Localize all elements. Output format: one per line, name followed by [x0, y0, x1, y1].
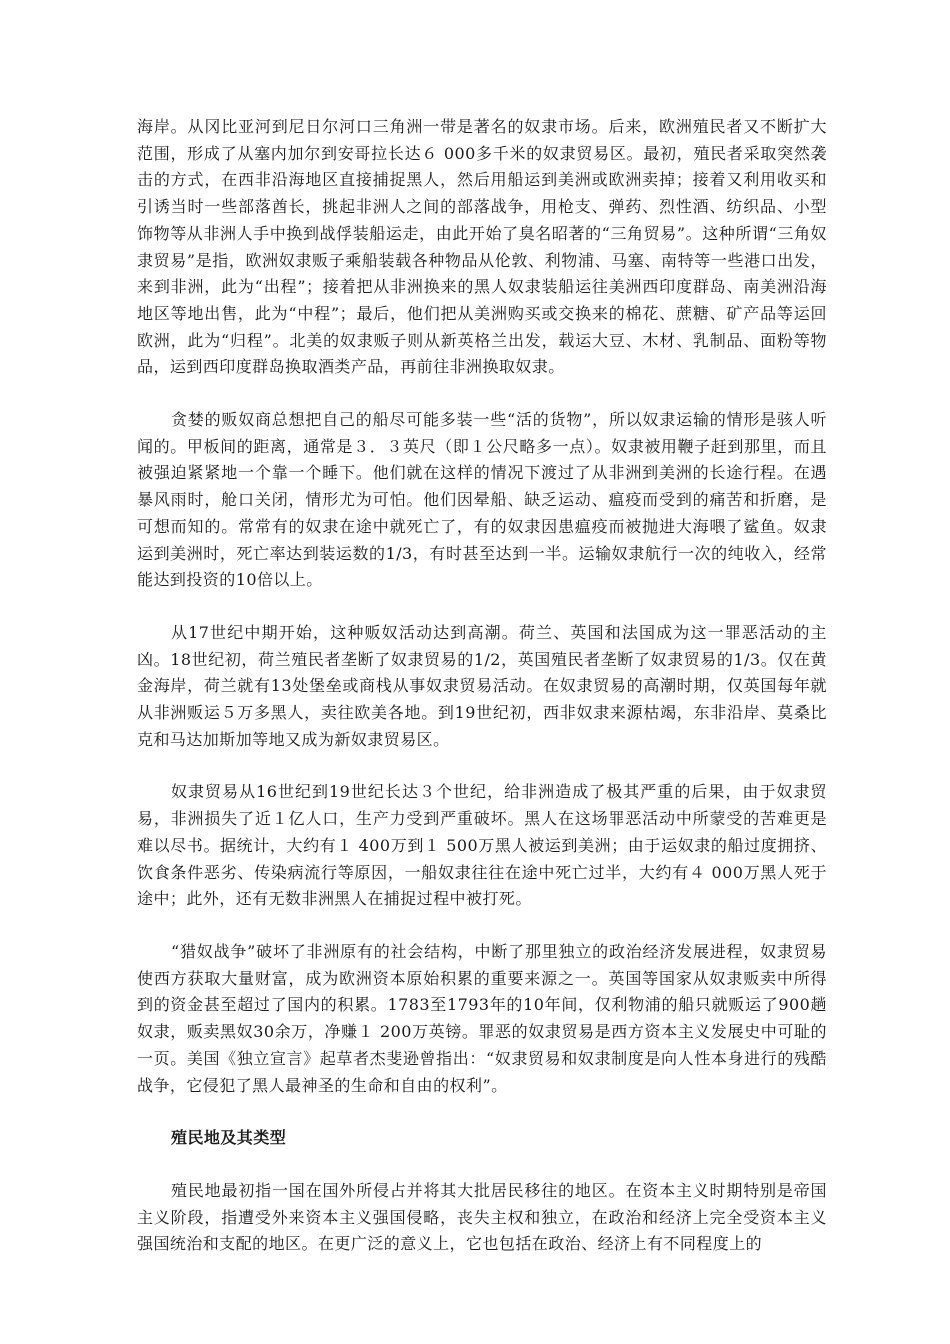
- paragraph-slave-transport: 贪婪的贩奴商总想把自己的船尽可能多装一些“活的货物”，所以奴隶运输的情形是骇人听闻的。甲板间的距离，通常是３．３英尺（即１公尺略多一点）。奴隶被用鞭子赶到那里，而且被强迫紧紧地一个靠一个睡下。他们就在这样的情况下渡过了从非洲到美洲的长途行程。在遇暴风雨时，舱口关闭，情形尤为可怕。他们因晕船、缺乏运动、瘟疫而受到的痛苦和折磨，是可想而知的。常常有的奴隶在途中就死亡了，有的奴隶因患瘟疫而被抛进大海喂了鲨鱼。奴隶运到美洲时，死亡率达到装运数的1/3，有时甚至达到一半。运输奴隶航行一次的纯收入，经常能达到投资的10倍以上。: [137, 410, 827, 590]
- paragraph-slave-trade-peak: 从17世纪中期开始，这种贩奴活动达到高潮。荷兰、英国和法国成为这一罪恶活动的主凶。18世纪初，荷兰殖民者垄断了奴隶贸易的1/2，英国殖民者垄断了奴隶贸易的1/3。仅在黄金海岸，荷兰就有13处堡垒或商栈从事奴隶贸易活动。在奴隶贸易的高潮时期，仅英国每年就从非洲贩运５万多黑人，卖往欧美各地。到19世纪初，西非奴隶来源枯竭，东非沿岸、莫桑比克和马达加斯加等地又成为新奴隶贸易区。: [137, 622, 827, 749]
- section-heading: 殖民地及其类型: [171, 1128, 287, 1148]
- paragraph-slave-hunting-war: “猎奴战争”破坏了非洲原有的社会结构，中断了那里独立的政治经济发展进程，奴隶贸易使西方获取大量财富，成为欧洲资本原始积累的重要来源之一。英国等国家从奴隶贩卖中所得到的资金甚至超过了国内的积累。1783至1793年的10年间，仅利物浦的船只就贩运了900趟奴隶，贩卖黑奴30余万，净赚１ 200万英镑。罪恶的奴隶贸易是西方资本主义发展史中可耻的一页。美国《独立宣言》起草者杰斐逊曾指出：“奴隶贸易和奴隶制度是向人性本身进行的残酷战争，它侵犯了黑人最神圣的生命和自由的权利”。: [137, 941, 827, 1095]
- paragraph-consequences: 奴隶贸易从16世纪到19世纪长达３个世纪，给非洲造成了极其严重的后果，由于奴隶贸易，非洲损失了近１亿人口，生产力受到严重破坏。黑人在这场罪恶活动中所蒙受的苦难更是难以尽书。据统计，大约有１ 400万到１ 500万黑人被运到美洲；由于运奴隶的船过度拥挤、饮食条件恶劣、传染病流行等原因，一船奴隶往往在途中死亡过半，大约有４ 000万黑人死于途中；此外，还有无数非洲黑人在捕捉过程中被打死。: [137, 782, 827, 909]
- paragraph-colony-definition: 殖民地最初指一国在国外所侵占并将其大批居民移往的地区。在资本主义时期特别是帝国主义阶段，指遭受外来资本主义强国侵略，丧失主权和独立，在政治和经济上完全受资本主义强国统治和支配的地区。在更广泛的意义上，它也包括在政治、经济上有不同程度上的: [137, 1180, 827, 1254]
- paragraph-triangle-trade: 海岸。从冈比亚河到尼日尔河口三角洲一带是著名的奴隶市场。后来，欧洲殖民者又不断扩大范围，形成了从塞内加尔到安哥拉长达６ 000多千米的奴隶贸易区。最初，殖民者采取突然袭击的方式，在西非沿海地区直接捕捉黑人，然后用船运到美洲或欧洲卖掉；接着又利用收买和引诱当时一些部落酋长，挑起非洲人之间的部落战争，用枪支、弹药、烈性酒、纺织品、小型饰物等从非洲人手中换到战俘装船运走，由此开始了臭名昭著的“三角贸易”。这种所谓“三角奴隶贸易”是指，欧洲奴隶贩子乘船装载各种物品从伦敦、利物浦、马塞、南特等一些港口出发，来到非洲，此为“出程”；接着把从非洲换来的黑人奴隶装船运往美洲西印度群岛、南美洲沿海地区等地出售，此为“中程”；最后，他们把从美洲购买或交换来的棉花、蔗糖、矿产品等运回欧洲，此为“归程”。北美的奴隶贩子则从新英格兰出发，载运大豆、木材、乳制品、面粉等物品，运到西印度群岛换取酒类产品，再前往非洲换取奴隶。: [137, 117, 827, 377]
- document-body: [137, 114, 827, 1284]
